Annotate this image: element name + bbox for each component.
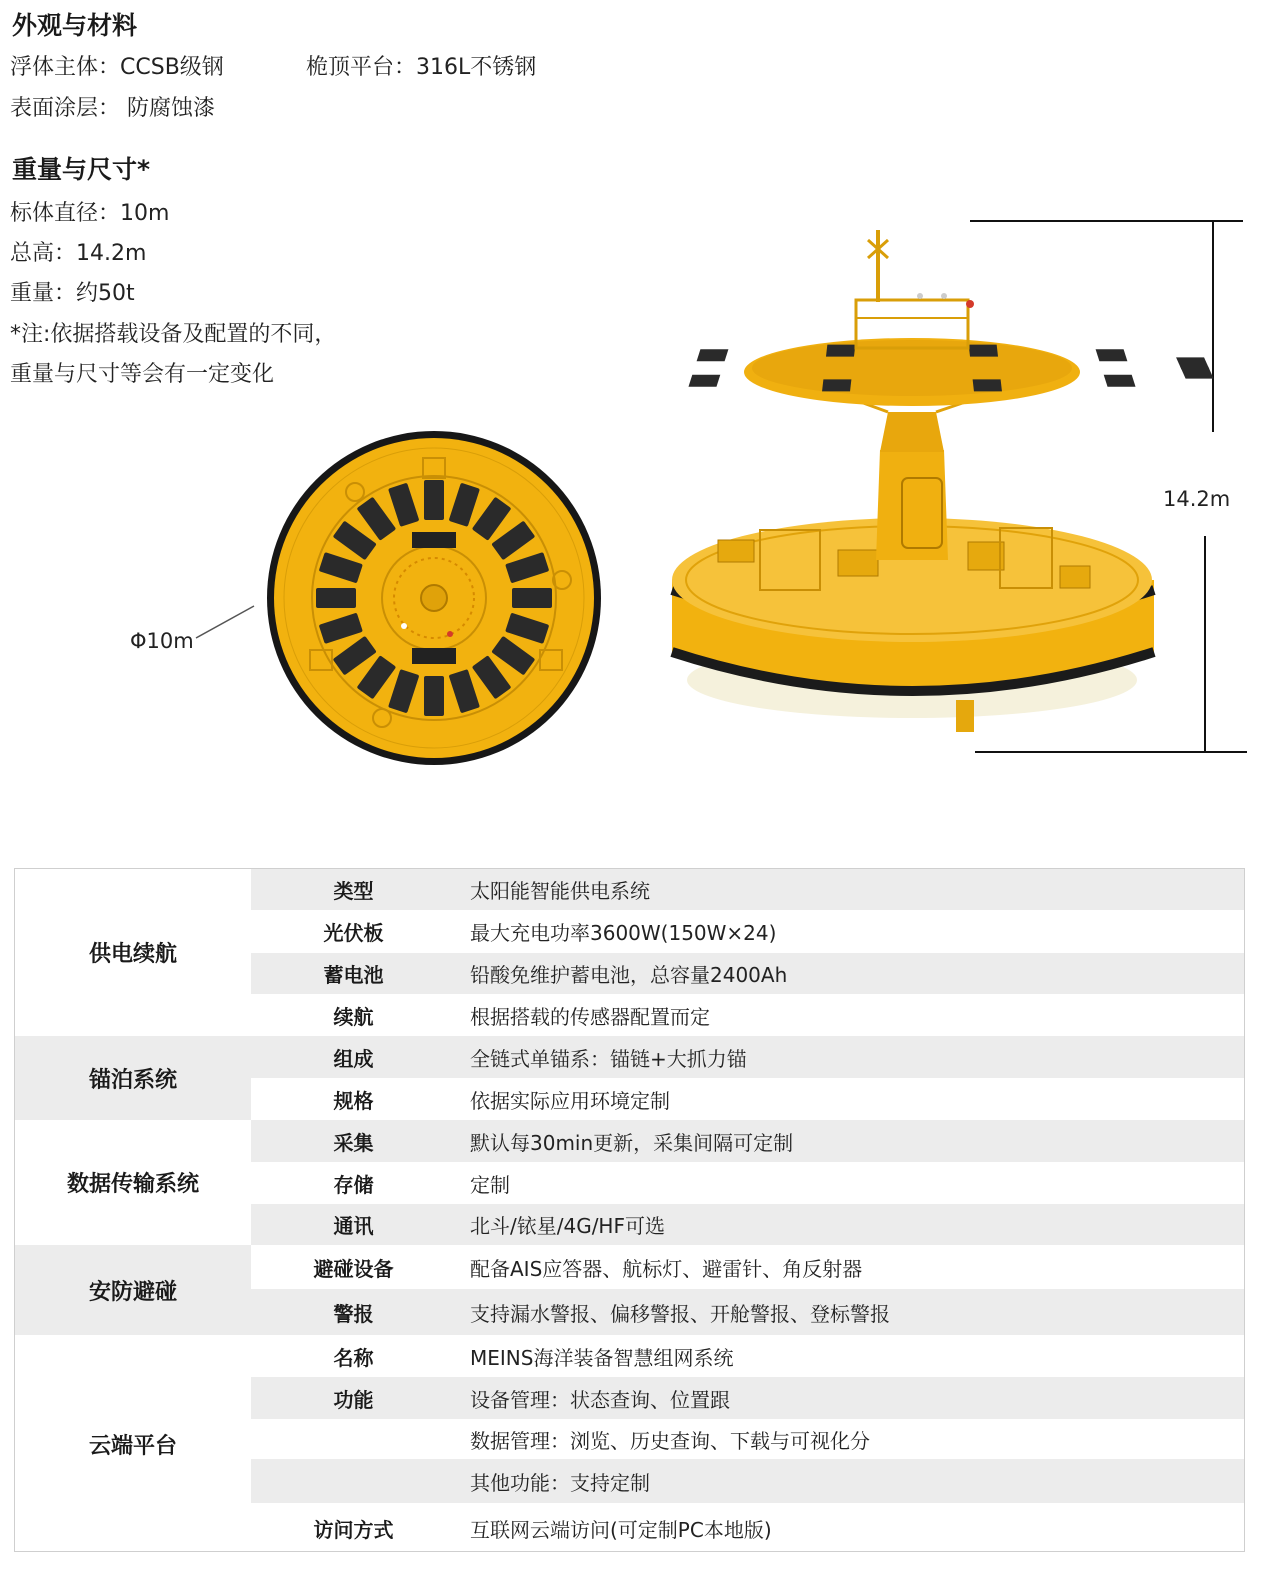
table-row bbox=[251, 1078, 1244, 1120]
float-body-material: 浮体主体：CCSB级钢 bbox=[10, 55, 224, 80]
row-value: 互联网云端访问(可定制PC本地版) bbox=[470, 1517, 772, 1542]
row-key: 类型 bbox=[333, 879, 374, 903]
diameter-spec: 标体直径：10m bbox=[10, 201, 170, 226]
weight-spec: 重量：约50t bbox=[10, 281, 135, 306]
height-spec: 总高：14.2m bbox=[10, 241, 147, 266]
row-key: 存储 bbox=[333, 1172, 374, 1197]
buoy-side-view bbox=[660, 210, 1260, 770]
solar-panel-side bbox=[822, 379, 851, 391]
row-key: 功能 bbox=[333, 1387, 374, 1412]
row-value: 其他功能：支持定制 bbox=[470, 1470, 650, 1495]
solar-panel-side bbox=[1180, 367, 1213, 379]
row-key: 警报 bbox=[333, 1301, 374, 1326]
diameter-label: Φ10m bbox=[130, 629, 194, 653]
table-row bbox=[251, 1377, 1244, 1419]
row-value: 数据管理：浏览、历史查询、下载与可视化分 bbox=[470, 1428, 870, 1453]
table-row bbox=[251, 1120, 1244, 1162]
table-row bbox=[251, 1245, 1244, 1289]
solar-panel bbox=[316, 588, 356, 608]
solar-panel-side bbox=[688, 375, 720, 387]
note-line-2: 重量与尺寸等会有一定变化 bbox=[10, 362, 275, 387]
materials-heading: 外观与材料 bbox=[12, 11, 138, 40]
solar-panel bbox=[424, 676, 444, 716]
row-value: 太阳能智能供电系统 bbox=[470, 879, 650, 903]
row-key: 名称 bbox=[333, 1345, 374, 1370]
spec-table bbox=[14, 868, 1245, 1552]
coating-material: 表面涂层： 防腐蚀漆 bbox=[10, 96, 215, 121]
table-row bbox=[251, 1036, 1244, 1078]
row-value: 根据搭载的传感器配置而定 bbox=[470, 1004, 710, 1029]
solar-panel-side bbox=[697, 349, 729, 361]
category-cell: 云端平台 bbox=[88, 1433, 177, 1459]
solar-panel-side bbox=[1096, 349, 1128, 361]
category-cell: 安防避碰 bbox=[15, 1245, 251, 1335]
table-row bbox=[251, 1419, 1244, 1459]
table-row bbox=[251, 1204, 1244, 1245]
solar-panel bbox=[424, 480, 444, 520]
row-key: 访问方式 bbox=[313, 1517, 394, 1542]
row-value: 北斗/铱星/4G/HF可选 bbox=[470, 1214, 665, 1238]
row-key: 避碰设备 bbox=[313, 1256, 394, 1281]
table-row bbox=[251, 994, 1244, 1036]
table-row bbox=[251, 1335, 1244, 1377]
row-key: 规格 bbox=[333, 1088, 374, 1113]
category-cell: 数据传输系统 bbox=[66, 1172, 199, 1197]
table-row bbox=[251, 869, 1244, 910]
table-row bbox=[251, 1459, 1244, 1503]
table-row bbox=[251, 953, 1244, 994]
category-cell: 锚泊系统 bbox=[15, 1036, 251, 1120]
mast-platform-material: 桅顶平台：316L不锈钢 bbox=[306, 55, 537, 80]
row-value: 铅酸免维护蓄电池，总容量2400Ah bbox=[470, 963, 788, 987]
dimensions-heading: 重量与尺寸* bbox=[12, 155, 151, 184]
height-label: 14.2m bbox=[1163, 487, 1231, 511]
category-cell: 供电续航 bbox=[88, 942, 177, 967]
row-value: 依据实际应用环境定制 bbox=[470, 1088, 670, 1113]
row-key: 蓄电池 bbox=[323, 963, 384, 987]
row-value: 默认每30min更新，采集间隔可定制 bbox=[470, 1130, 794, 1155]
row-key: 组成 bbox=[333, 1046, 374, 1071]
solar-panel-side bbox=[973, 379, 1002, 391]
table-row bbox=[251, 1289, 1244, 1335]
row-value: 配备AIS应答器、航标灯、避雷针、角反射器 bbox=[470, 1256, 863, 1281]
row-value: MEINS海洋装备智慧组网系统 bbox=[470, 1345, 734, 1370]
row-key: 光伏板 bbox=[323, 921, 384, 945]
row-key: 通讯 bbox=[333, 1214, 374, 1238]
solar-panel-side bbox=[969, 345, 998, 357]
row-value: 定制 bbox=[470, 1172, 510, 1197]
solar-panel-side bbox=[826, 345, 855, 357]
row-key: 采集 bbox=[333, 1130, 374, 1155]
row-value: 全链式单锚系：锚链+大抓力锚 bbox=[470, 1046, 747, 1071]
row-value: 支持漏水警报、偏移警报、开舱警报、登标警报 bbox=[470, 1301, 890, 1326]
buoy-top-view bbox=[190, 420, 620, 780]
solar-panel-side bbox=[1104, 375, 1136, 387]
row-value: 最大充电功率3600W(150W×24) bbox=[470, 921, 777, 945]
table-row bbox=[251, 910, 1244, 953]
note-line-1: *注:依据搭载设备及配置的不同， bbox=[10, 322, 337, 347]
row-value: 设备管理：状态查询、位置跟 bbox=[470, 1387, 730, 1412]
table-row bbox=[251, 1162, 1244, 1204]
solar-panel bbox=[512, 588, 552, 608]
table-row bbox=[251, 1503, 1244, 1553]
row-key: 续航 bbox=[333, 1004, 374, 1029]
